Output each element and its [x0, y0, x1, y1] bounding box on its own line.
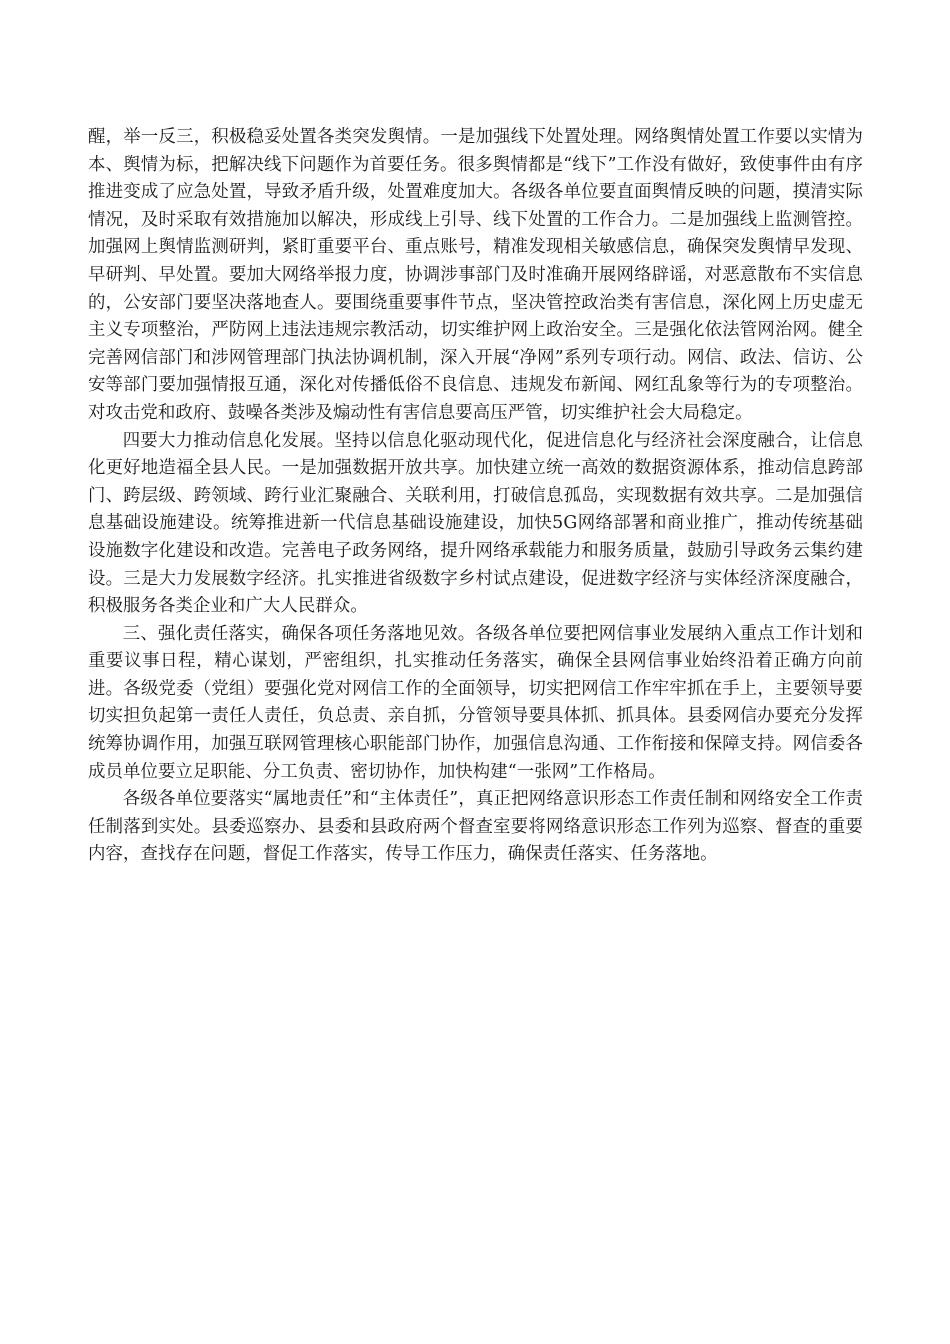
paragraph-responsibility: 三、强化责任落实，确保各项任务落地见效。各级各单位要把网信事业发展纳入重点工作计划和重要议事日程，精心谋划，严密组织，扎实推动任务落实，确保全县网信事业始终沿着正确方向前进。各级党委（党组）要强化党对网信工作的全面领导，切实把网信工作牢牢抓在手上，主要领导要切实担负起第一责任人责任，负总责、亲自抓，分管领导要具体抓、抓具体。县委网信办要充分发挥统筹协调作用，加强互联网管理核心职能部门协作，加强信息沟通、工作衔接和保障支持。网信委各成员单位要立足职能、分工负责、密切协作，加快构建“一张网”工作格局。 [88, 623, 863, 782]
document-body [88, 124, 863, 869]
paragraph-accountability: 各级各单位要落实“属地责任”和“主体责任”，真正把网络意识形态工作责任制和网络安全工作责任制落到实处。县委巡察办、县委和县政府两个督查室要将网络意识形态工作列为巡察、督查的重要内容，查找存在问题，督促工作落实，传导工作压力，确保责任落实、任务落地。 [88, 789, 863, 865]
paragraph-informatization: 四要大力推动信息化发展。坚持以信息化驱动现代化，促进信息化与经济社会深度融合，让信息化更好地造福全县人民。一是加强数据开放共享。加快建立统一高效的数据资源体系，推动信息跨部门、跨层级、跨领域、跨行业汇聚融合、关联利用，打破信息孤岛，实现数据有效共享。二是加强信息基础设施建设。统筹推进新一代信息基础设施建设，加快5G网络部署和商业推广，推动传统基础设施数字化建设和改造。完善电子政务网络，提升网络承载能力和服务质量，鼓励引导政务云集约建设。三是大力发展数字经济。扎实推进省级数字乡村试点建设，促进数字经济与实体经济深度融合，积极服务各类企业和广大人民群众。 [88, 430, 863, 617]
paragraph-continuation: 醒，举一反三，积极稳妥处置各类突发舆情。一是加强线下处置处理。网络舆情处置工作要以实情为本、舆情为标，把解决线下问题作为首要任务。很多舆情都是“线下”工作没有做好，致使事件由有序推进变成了应急处置，导致矛盾升级，处置难度加大。各级各单位要直面舆情反映的问题，摸清实际情况，及时采取有效措施加以解决，形成线上引导、线下处置的工作合力。二是加强线上监测管控。加强网上舆情监测研判，紧盯重要平台、重点账号，精准发现相关敏感信息，确保突发舆情早发现、早研判、早处置。要加大网络举报力度，协调涉事部门及时准确开展网络辟谣，对恶意散布不实信息的，公安部门要坚决落地查人。要围绕重要事件节点，坚决管控政治类有害信息，深化网上历史虚无主义专项整治，严防网上违法违规宗教活动，切实维护网上政治安全。三是强化依法管网治网。健全完善网信部门和涉网管理部门执法协调机制，深入开展“净网”系列专项行动。网信、政法、信访、公安等部门要加强情报互通，深化对传播低俗不良信息、违规发布新闻、网红乱象等行为的专项整治。对攻击党和政府、鼓噪各类涉及煽动性有害信息要高压严管，切实维护社会大局稳定。 [88, 127, 863, 423]
